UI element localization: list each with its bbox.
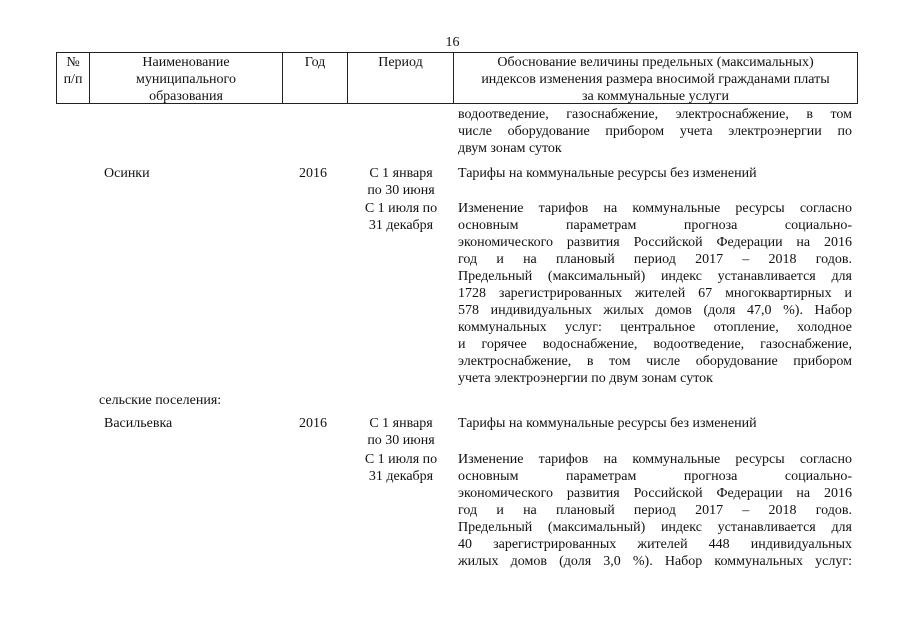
text-line: год и на плановый период 2017 – 2018 годов. — [458, 252, 852, 267]
period-line: по 30 июня — [367, 433, 435, 448]
period-line: по 30 июня — [367, 183, 435, 198]
text-line: учета электроэнергии по двум зонам суток — [458, 371, 713, 386]
text-line: водоотведение, газоснабжение, электроснабжение, в том — [458, 107, 852, 122]
text-line: Изменение тарифов на коммунальные ресурсы согласно — [458, 452, 852, 467]
text-line: Предельный (максимальный) индекс устанавливается для — [458, 269, 852, 284]
section-label: сельские поселения: — [99, 393, 222, 408]
period-line: С 1 января — [369, 416, 433, 431]
text-line: 578 индивидуальных жилых домов (доля 47,0 %). Набор — [458, 303, 852, 318]
row-period-second-half — [355, 451, 447, 485]
row-basis-no-change: Тарифы на коммунальные ресурсы без изменений — [458, 416, 757, 431]
row-year: 2016 — [299, 416, 327, 431]
row-period-second-half — [355, 200, 447, 234]
header-col-number: № п/п — [63, 55, 83, 87]
text-line: год и на плановый период 2017 – 2018 годов. — [458, 503, 852, 518]
text-line: 1728 зарегистрированных жителей 67 многоквартирных и — [458, 286, 852, 301]
row-basis-detail — [458, 200, 852, 387]
text-line: основным параметрам прогноза социально- — [458, 469, 852, 484]
header-col-name: Наименование муниципального образования — [136, 55, 236, 104]
continuation-text — [458, 106, 852, 157]
period-line: 31 декабря — [368, 218, 434, 233]
text-line: электроснабжение, в том числе оборудование прибором — [458, 354, 852, 369]
row-year: 2016 — [299, 166, 327, 181]
text-line: и горячее водоснабжение, водоотведение, газоснабжение, — [458, 337, 852, 352]
text-line: Предельный (максимальный) индекс устанавливается для — [458, 520, 852, 535]
period-line: С 1 июля по — [364, 201, 438, 216]
row-name: Осинки — [104, 166, 150, 181]
text-line: числе оборудование прибором учета электроэнергии по — [458, 124, 852, 139]
text-line: экономического развития Российской Федерации на 2016 — [458, 486, 852, 501]
text-line: двум зонам суток — [458, 141, 562, 156]
header-col-period: Период — [378, 55, 423, 70]
period-line: С 1 января — [369, 166, 433, 181]
header-col-year: Год — [304, 55, 326, 70]
row-period-first-half — [355, 165, 447, 199]
row-period-first-half — [355, 415, 447, 449]
period-line: С 1 июля по — [364, 452, 438, 467]
period-line: 31 декабря — [368, 469, 434, 484]
text-line: 40 зарегистрированных жителей 448 индивидуальных — [458, 537, 852, 552]
row-basis-no-change: Тарифы на коммунальные ресурсы без изменений — [458, 166, 757, 181]
text-line: основным параметрам прогноза социально- — [458, 218, 852, 233]
header-col-basis: Обоснование величины предельных (максимальных) индексов изменения размера вносимой гражданами платы за коммунальные услуги — [481, 55, 830, 104]
text-line: жилых домов (доля 3,0 %). Набор коммунальных услуг: — [458, 554, 852, 569]
text-line: коммунальных услуг: центральное отопление, холодное — [458, 320, 852, 335]
row-basis-detail — [458, 451, 852, 570]
page-number: 16 — [445, 35, 460, 50]
row-name: Васильевка — [104, 416, 173, 431]
text-line: Изменение тарифов на коммунальные ресурсы согласно — [458, 201, 852, 216]
text-line: экономического развития Российской Федерации на 2016 — [458, 235, 852, 250]
header-divider — [857, 52, 858, 104]
